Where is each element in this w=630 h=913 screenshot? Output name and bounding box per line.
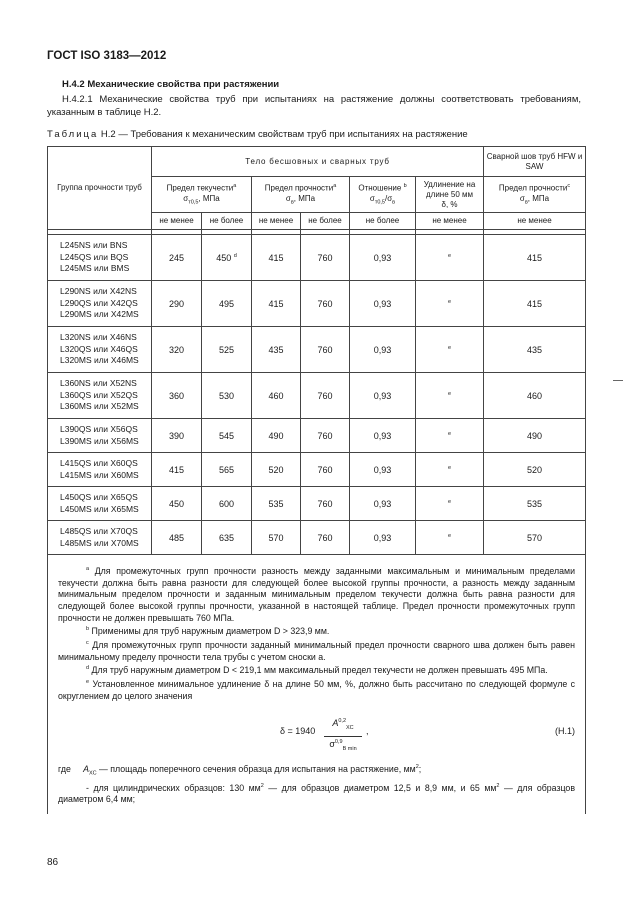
footnote-e: $^e$ Установленное минимальное удлинение δ на длине 50 мм, %, должно быть рассчитано по следующей формуле с округлением до целого значения [58, 678, 576, 701]
table-row [48, 327, 586, 373]
yield-min-cell: 320 [152, 327, 202, 373]
header-weld: Сварной шов труб HFW и SAW [484, 147, 586, 177]
tensile-max-cell: 760 [301, 487, 350, 521]
tensile-min-cell: 535 [252, 487, 301, 521]
ratio-cell: 0,93 [350, 327, 416, 373]
footnote-a: $^a$ Для промежуточных групп прочности разность между заданными максимальным и минимальным пределами текучести должна быть равна разности для следующей более высокой группы прочности, а разность между заданным минимальным пределом прочности и заданным минимальным пределом текучести должна быть равна разности для следующей более высокой группы прочности, указанной в настоящей таблице. Предел прочности промежуточных групп прочности не должен превышать 760 МПа. [58, 565, 576, 623]
yield-min-cell: 390 [152, 419, 202, 453]
table-row [48, 521, 586, 555]
table-row [48, 419, 586, 453]
table-notes [48, 555, 586, 815]
header-weld-tensile: Предел прочности$^c$ $\sigma_в$, МПа [484, 177, 586, 213]
header-min: не менее [152, 213, 202, 230]
weld-tensile-cell: 520 [484, 453, 586, 487]
caption-text: Н.2 — Требования к механическим свойствам труб при испытаниях на растяжение [100, 129, 468, 140]
header-group: Группа прочности труб [48, 147, 152, 230]
footnote-b: $^b$ Применимы для труб наружным диаметром D > 323,9 мм. [86, 626, 330, 637]
tensile-max-cell: 760 [301, 419, 350, 453]
yield-max-cell: 545 [202, 419, 252, 453]
header-min: не менее [484, 213, 586, 230]
ratio-cell: 0,93 [350, 521, 416, 555]
formula-fraction: A$^{0,2}_{XC}$ $\sigma^{0,9}_{B min}$ [324, 716, 362, 755]
yield-min-cell: 415 [152, 453, 202, 487]
ratio-cell: 0,93 [350, 487, 416, 521]
table-row [48, 235, 586, 281]
caption-label: Таблица [47, 129, 99, 140]
yield-max-cell: 450 $^d$ [202, 235, 252, 281]
tensile-min-cell: 435 [252, 327, 301, 373]
tensile-min-cell: 490 [252, 419, 301, 453]
yield-min-cell: 485 [152, 521, 202, 555]
header-ratio: Отношение $^b$ $\sigma_{т0,5}/\sigma_в$ [350, 177, 416, 213]
ratio-cell: 0,93 [350, 419, 416, 453]
yield-max-cell: 600 [202, 487, 252, 521]
table-row [48, 281, 586, 327]
strength-group-cell: L320NS или X46NS L320QS или X46QS L320MS или X46MS [48, 327, 152, 373]
header-yield-strength: Предел текучести$^a$ $\sigma_{т0,5}$, МПа [152, 177, 252, 213]
section-paragraph: Н.4.2.1 Механические свойства труб при испытаниях на растяжение должны соответствовать требованиям, указанным в таблице Н.2. [47, 94, 581, 118]
elongation-cell: e [416, 373, 484, 419]
yield-max-cell: 635 [202, 521, 252, 555]
ratio-cell: 0,93 [350, 235, 416, 281]
strength-group-cell: L390QS или X56QS L390MS или X56MS [48, 419, 152, 453]
elongation-cell: e [416, 453, 484, 487]
strength-group-cell: L290NS или X42NS L290QS или X42QS L290MS или X42MS [48, 281, 152, 327]
table-row [48, 487, 586, 521]
margin-mark [613, 380, 623, 381]
formula-where-item: - для цилиндрических образцов: 130 $мм^2$ — для образцов диаметром 12,5 и 8,9 мм, и 65 $мм^2$ — для образцов диаметром 6,4 мм; [58, 782, 575, 805]
tensile-min-cell: 460 [252, 373, 301, 419]
yield-max-cell: 525 [202, 327, 252, 373]
elongation-cell: e [416, 521, 484, 555]
table-caption [47, 129, 468, 140]
yield-min-cell: 245 [152, 235, 202, 281]
footnote-c: $^c$ Для промежуточных групп прочности заданный минимальный предел прочности сварного шва должен быть равен минимальному пределу прочности тела трубы с учетом сноски а. [58, 639, 576, 662]
tensile-min-cell: 570 [252, 521, 301, 555]
tensile-max-cell: 760 [301, 521, 350, 555]
elongation-cell: e [416, 327, 484, 373]
strength-group-cell: L360NS или X52NS L360QS или X52QS L360MS или X52MS [48, 373, 152, 419]
weld-tensile-cell: 460 [484, 373, 586, 419]
strength-group-cell: L245NS или BNS L245QS или BQS L245MS или BMS [48, 235, 152, 281]
yield-max-cell: 530 [202, 373, 252, 419]
table-row [48, 373, 586, 419]
tensile-max-cell: 760 [301, 235, 350, 281]
elongation-cell: e [416, 419, 484, 453]
table-notes-row [48, 555, 586, 815]
header-min: не менее [252, 213, 301, 230]
weld-tensile-cell: 570 [484, 521, 586, 555]
formula-lhs: δ = 1940 [280, 726, 316, 737]
mechanical-properties-table [47, 146, 586, 814]
ratio-cell: 0,93 [350, 453, 416, 487]
elongation-cell: e [416, 281, 484, 327]
tensile-min-cell: 520 [252, 453, 301, 487]
strength-group-cell: L485QS или X70QS L485MS или X70MS [48, 521, 152, 555]
header-body: Тело бесшовных и сварных труб [152, 147, 484, 177]
yield-min-cell: 360 [152, 373, 202, 419]
weld-tensile-cell: 415 [484, 281, 586, 327]
elongation-cell: e [416, 487, 484, 521]
document-header: ГОСТ ISO 3183—2012 [47, 50, 167, 62]
header-max: не более [350, 213, 416, 230]
header-elongation: Удлинение на длине 50 мм δ, % [416, 177, 484, 213]
page-number: 86 [47, 857, 59, 868]
yield-max-cell: 495 [202, 281, 252, 327]
weld-tensile-cell: 415 [484, 235, 586, 281]
ratio-cell: 0,93 [350, 281, 416, 327]
yield-min-cell: 290 [152, 281, 202, 327]
yield-min-cell: 450 [152, 487, 202, 521]
header-min: не менее [416, 213, 484, 230]
header-max: не более [202, 213, 252, 230]
tensile-max-cell: 760 [301, 453, 350, 487]
weld-tensile-cell: 535 [484, 487, 586, 521]
elongation-formula: δ = 1940 A$^{0,2}_{XC}$ $\sigma^{0,9}_{B min}$ , (Н.1) [58, 716, 575, 756]
tensile-max-cell: 760 [301, 327, 350, 373]
header-tensile-strength: Предел прочности$^a$ $\sigma_в$, МПа [252, 177, 350, 213]
header-max: не более [301, 213, 350, 230]
tensile-max-cell: 760 [301, 373, 350, 419]
formula-where: где $A_{XC}$ — площадь поперечного сечения образца для испытания на растяжение, $мм^2$; [58, 764, 422, 778]
ratio-cell: 0,93 [350, 373, 416, 419]
tensile-max-cell: 760 [301, 281, 350, 327]
tensile-min-cell: 415 [252, 235, 301, 281]
footnote-d: $^d$ Для труб наружным диаметром D < 219,1 мм максимальный предел текучести не должен превышать 495 МПа. [86, 665, 548, 676]
elongation-cell: e [416, 235, 484, 281]
yield-max-cell: 565 [202, 453, 252, 487]
table-row [48, 453, 586, 487]
formula-number: (Н.1) [555, 726, 576, 737]
weld-tensile-cell: 435 [484, 327, 586, 373]
strength-group-cell: L450QS или X65QS L450MS или X65MS [48, 487, 152, 521]
strength-group-cell: L415QS или X60QS L415MS или X60MS [48, 453, 152, 487]
tensile-min-cell: 415 [252, 281, 301, 327]
weld-tensile-cell: 490 [484, 419, 586, 453]
section-heading: Н.4.2 Механические свойства при растяжении [62, 79, 280, 90]
